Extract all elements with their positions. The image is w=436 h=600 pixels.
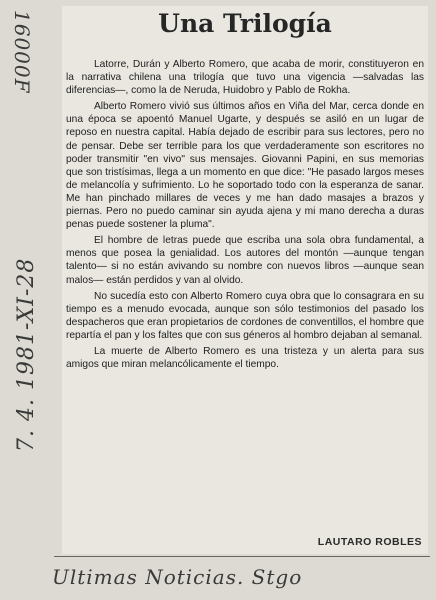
paragraph: El hombre de letras puede que escriba una sola obra fundamental, a menos que posea la genialidad. Los autores del montón —aunque tengan talento— si no están avivando su nombre con nuevos libros —aunque sean malos— están perdidos y van al olvido. bbox=[66, 235, 424, 286]
handwritten-source-note: Ultimas Noticias. Stgo bbox=[52, 565, 303, 589]
handwritten-date: 7. 4. 1981-XI-28 bbox=[14, 257, 39, 452]
paragraph: Latorre, Durán y Alberto Romero, que acaba de morir, constituyeron en la narrativa chilena una trilogía que tuvo una vigencia —salvadas las diferencias—, como la de Neruda, Huidobro y Pablo de Rokha. bbox=[66, 59, 424, 97]
paragraph: Alberto Romero vivió sus últimos años en Viña del Mar, cerca donde en una época se apoentó Manuel Ugarte, y después se asiló en un lugar de reposo en nuestra capital. Había dejado de escribir para sus lectores, pero no de pensar. Debe ser terrible para los que verdaderamente son escritores no poder transmitir "en vivo" sus mensajes. Giovanni Papini, en sus memorias que son tristísimas, llega a un momento en que dice: "He pasado largos meses de melancolía y sufrimiento. Lo he soportado todo con la esperanza de sanar. Me han pinchado millares de veces y me han dado masajes a brazos y piernas. Pero no puedo caminar sin ayuda ajena y mi mano derecha a duras penas puede sostener la pluma". bbox=[66, 101, 424, 231]
paragraph: La muerte de Alberto Romero es una tristeza y un alerta para sus amigos que miran melancólicamente el tiempo. bbox=[66, 345, 424, 371]
article-title: Una Trilogía bbox=[158, 9, 332, 38]
handwritten-catalog-number: 16000F bbox=[10, 10, 34, 94]
divider bbox=[54, 556, 430, 557]
author-byline: LAUTARO ROBLES bbox=[317, 536, 422, 548]
article-body bbox=[66, 58, 424, 528]
paragraph: No sucedía esto con Alberto Romero cuya obra que lo consagrara en su tiempo es a menudo evocada, aunque son sólo testimonios del pasado los despacheros que eran propietarios de cordones de conventillos, el hombre que repartía el pan y los faltes que con sus géneros al hombro dejaban al semanal. bbox=[66, 290, 424, 341]
